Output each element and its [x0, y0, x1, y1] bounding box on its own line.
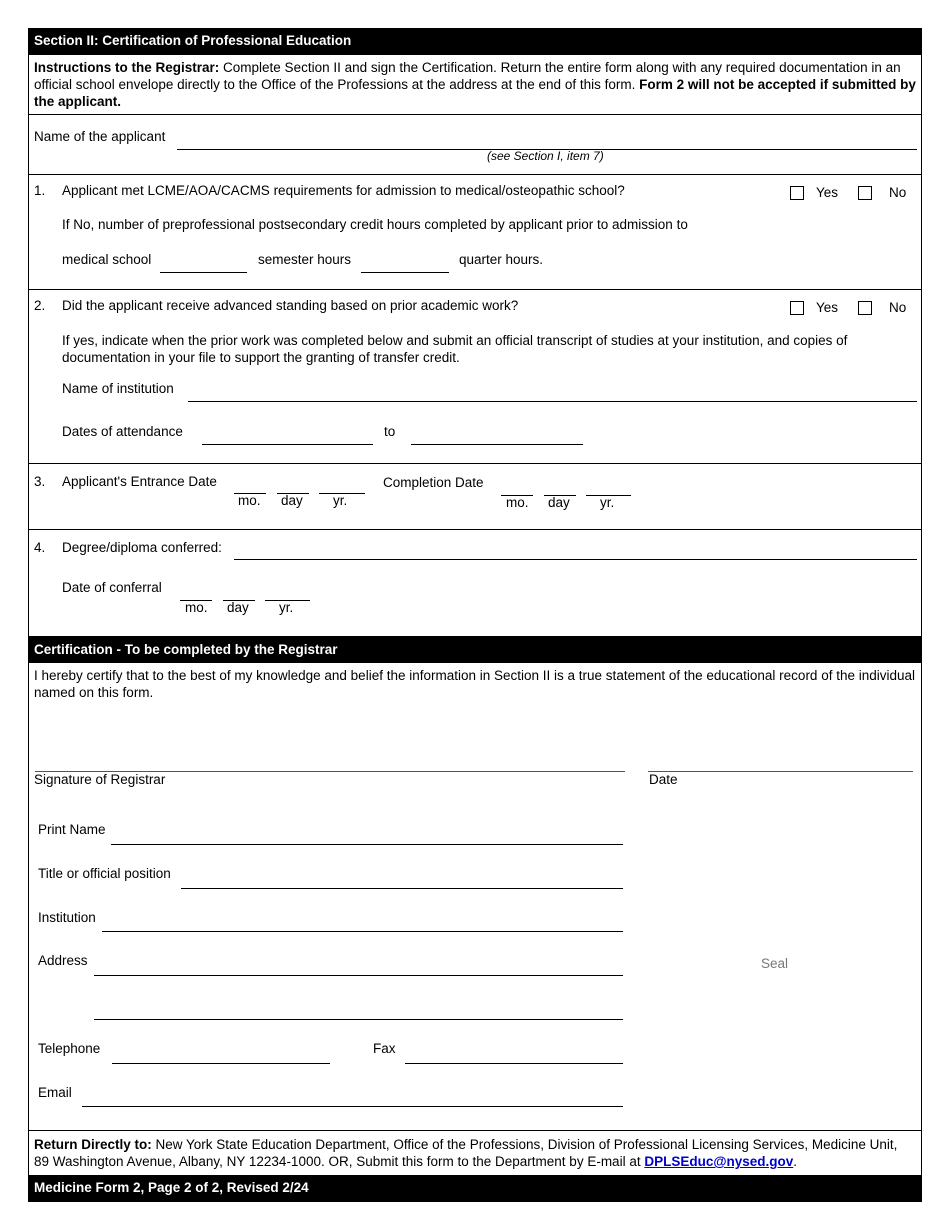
q3-completion-yr: yr. [600, 495, 615, 510]
q1-quarter-label: quarter hours. [459, 252, 544, 267]
email-link[interactable]: DPLSEduc@nysed.gov [644, 1154, 794, 1169]
q1-question: Applicant met LCME/AOA/CACMS requirements for admission to medical/osteopathic school? [62, 183, 625, 198]
address-label: Address [38, 953, 88, 968]
registrar-instructions [34, 59, 916, 110]
institution-label: Institution [38, 910, 96, 925]
title-field[interactable] [181, 888, 623, 889]
q1-yes-checkbox[interactable] [790, 186, 804, 200]
q3-completion-mo: mo. [506, 495, 529, 510]
q2-yes-label: Yes [816, 300, 839, 315]
q2-number: 2. [34, 298, 46, 313]
instructions-text: Complete Section II and sign the Certification. Return the entire form along with any required documentation in an official school envelope directly to the Office of the Professions at the address at the end of this form. [34, 60, 901, 92]
form-id-footer: Medicine Form 2, Page 2 of 2, Revised 2/24 [29, 1175, 921, 1201]
title-label: Title or official position [38, 866, 171, 881]
address-field-line1[interactable] [94, 975, 623, 976]
fax-label: Fax [373, 1041, 396, 1056]
q1-no-checkbox[interactable] [858, 186, 872, 200]
date-label: Date [649, 772, 678, 787]
q2-institution-label: Name of institution [62, 381, 174, 396]
divider [29, 289, 921, 290]
q4-conferral-mo: mo. [185, 600, 208, 615]
form-page [28, 28, 922, 1202]
return-address: New York State Education Department, Office of the Professions, Division of Professional Licensing Services, Medicine Unit, 89 Washington Avenue, Albany, NY 12234-1000. OR, Submit this form to the Department by E-mail at [34, 1137, 898, 1169]
fax-field[interactable] [405, 1063, 623, 1064]
q4-degree-label: Degree/diploma conferred: [62, 540, 222, 555]
q2-no-label: No [889, 300, 907, 315]
divider [29, 174, 921, 175]
q1-medical-school-label: medical school [62, 252, 152, 267]
email-label: Email [38, 1085, 72, 1100]
q1-semester-hours-field[interactable] [160, 272, 247, 273]
q4-number: 4. [34, 540, 46, 555]
q2-end-date-field[interactable] [411, 444, 583, 445]
q1-semester-label: semester hours [258, 252, 352, 267]
q2-institution-field[interactable] [188, 401, 917, 402]
q3-entrance-mo: mo. [238, 493, 261, 508]
q2-followup: If yes, indicate when the prior work was completed below and submit an official transcript of studies at your institution, and copies of documentation in your file to support the granting of transfer credit. [62, 333, 848, 365]
q2-to-label: to [384, 424, 396, 439]
q1-number: 1. [34, 183, 46, 198]
certification-header: Certification - To be completed by the Registrar [29, 636, 921, 663]
section-header: Section II: Certification of Professional Education [29, 29, 921, 55]
return-label: Return Directly to: [34, 1137, 152, 1152]
q3-number: 3. [34, 474, 46, 489]
seal-area: Seal [761, 956, 789, 971]
q4-conferral-label: Date of conferral [62, 580, 162, 595]
q3-completion-label: Completion Date [383, 475, 484, 490]
divider [29, 114, 921, 115]
certification-statement: I hereby certify that to the best of my knowledge and belief the information in Section II is a true statement of the educational record of the individual named on this form. [34, 668, 916, 700]
divider [29, 463, 921, 464]
q1-yes-label: Yes [816, 185, 839, 200]
q4-conferral-yr: yr. [279, 600, 294, 615]
institution-field[interactable] [102, 931, 623, 932]
q4-degree-field[interactable] [234, 559, 917, 560]
q3-entrance-yr: yr. [333, 493, 348, 508]
q2-no-checkbox[interactable] [858, 301, 872, 315]
divider [29, 529, 921, 530]
applicant-name-note: (see Section I, item 7) [487, 149, 604, 163]
return-period: . [793, 1154, 798, 1169]
date-field[interactable] [648, 771, 913, 772]
q2-question: Did the applicant receive advanced standing based on prior academic work? [62, 298, 519, 313]
instructions-warning: Form 2 will not be accepted if submitted by the applicant. [34, 77, 916, 109]
q3-entrance-day: day [281, 493, 303, 508]
q2-yes-checkbox[interactable] [790, 301, 804, 315]
telephone-label: Telephone [38, 1041, 101, 1056]
address-field-line2[interactable] [94, 1019, 623, 1020]
q1-no-label: No [889, 185, 907, 200]
q1-followup: If No, number of preprofessional postsecondary credit hours completed by applicant prior to admission to [62, 217, 688, 232]
print-name-field[interactable] [111, 844, 623, 845]
q3-entrance-label: Applicant's Entrance Date [62, 474, 217, 489]
return-instructions [34, 1136, 916, 1170]
divider [29, 1130, 921, 1131]
email-field[interactable] [82, 1106, 623, 1107]
applicant-name-label: Name of the applicant [34, 129, 166, 144]
print-name-label: Print Name [38, 822, 106, 837]
q4-conferral-day: day [227, 600, 249, 615]
signature-label: Signature of Registrar [34, 772, 166, 787]
q3-completion-day: day [548, 495, 570, 510]
telephone-field[interactable] [112, 1063, 330, 1064]
q2-dates-label: Dates of attendance [62, 424, 183, 439]
q2-start-date-field[interactable] [202, 444, 373, 445]
instructions-label: Instructions to the Registrar: [34, 60, 220, 75]
q1-quarter-hours-field[interactable] [361, 272, 449, 273]
